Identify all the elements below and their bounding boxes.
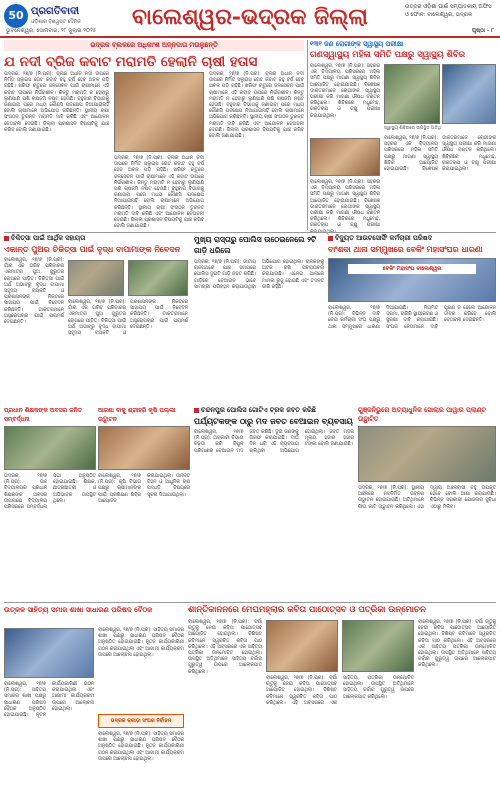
health-camp-caption: ସ୍ୱାସ୍ଥ୍ୟ ଶିବିରରେ ଉପସ୍ଥିତ ଅତିଥି [384,126,442,131]
lead-photo[interactable] [114,72,204,152]
masthead [0,0,500,38]
health-camp-body-2: ବାଲେଶ୍ୱର, ୨୭/୭ (ନି.ପ୍ର): ସହରର ଏକ ବିଦ୍ୟାଳୟ ପରିସରରେ ମହିଳା ସମିତି ପକ୍ଷରୁ ମାଗଣା ସ୍ୱାସ୍ଥ୍ୟ ଶିବିର ଆୟୋଜିତ ହୋଇଯାଇଛି। ବିଶେଷଜ୍ଞ ଡାକ୍ତରମାନେ ରୋଗୀଙ୍କ ସ୍ୱାସ୍ଥ୍ୟ ପରୀକ୍ଷା କରି ମାଗଣା ଔଷଧ ବଣ୍ଟନ କରିଥିଲେ। ଶିବିରରେ ମଧୁମେହ, ରକ୍ତଚାପ ଓ ଚକ୍ଷୁ ପରୀକ୍ଷା କରାଯାଇଥିଲା। [384,136,496,173]
medical-appeal-body: ବାଲେଶ୍ୱର, ୨୭/୭ (ନି.ପ୍ର): ଗାଁର ଏକ ଗରିବ ପରିବାରର ଏକମାତ୍ର ପୁଅ ଗୁରୁତର ରୋଗରେ ପୀଡ଼ିତ। ଚିକିତ୍ସା ପାଇଁ ଅର୍ଥ ଅଭାବରୁ ବୃଦ୍ଧ ବାପାମା ସହୃଦୟ ବ୍ୟକ୍ତି ଓ ପ୍ରଶାସନଙ୍କ ନିକଟରେ ସାହାଯ୍ୟ ପାଇଁ ନିବେଦନ କରିଛନ୍ତି। ଡାକ୍ତରମାନେ ଅସ୍ତ୍ରୋପଚାର ପାଇଁ ପରାମର୍ଶ ଦେଇଛନ୍ତି। [4,258,64,326]
police-story [194,234,324,404]
medical-appeal-kicker [4,234,190,243]
seizure-body: ବାଲେଶ୍ୱର, ୨୭/୭ (ନି.ପ୍ର): ଅବକାରୀ ବିଭାଗ ଚଢ଼ଉ କରି ବିପୁଳ ପରିମାଣର ବେଆଇନ ମଦ ଜବତ କରିଛି। ଦୁଇ ଜଣଙ୍କୁ ଗିରଫ କରାଯାଇଛି। ଦୀର୍ଘ ଦିନ ଧରି ଏହି ବ୍ୟବସାୟ ଚାଲିଥିବା ଅଭିଯୋଗ ହୋଇଥିଲା। ଜବତ ମଦର ମୂଲ୍ୟ ହଜାର ହଜାର ଟଙ୍କା ବୋଲି ଜଣାଯାଇଛି। [194,430,354,454]
literary-meeting-body-2: ବାଲେଶ୍ୱର, ୨୭/୭ (ନି.ପ୍ର): ସାହିତ୍ୟ ସମାଜର ଶାଖା ପକ୍ଷରୁ ସାଧାରଣ ପରିଷଦ ବୈଠକ ଅନୁଷ୍ଠିତ ହୋଇଯାଇଛି। ନୂତନ କାର୍ଯ୍ୟକାରିଣୀ ଗଠନ କରାଯାଇଥିଲା ଏବଂ ଆଗାମୀ କାର୍ଯ୍ୟକ୍ରମ ଉପରେ ଆଲୋଚନା ହୋଇଥିଲା। [4,682,94,719]
literary-meeting-body: ବାଲେଶ୍ୱର, ୨୭/୭ (ନି.ପ୍ର): ସାହିତ୍ୟ ସମାଜର ଶାଖା ପକ୍ଷରୁ ସାଧାରଣ ପରିଷଦ ବୈଠକ ଅନୁଷ୍ଠିତ ହୋଇଯାଇଛି। ନୂତନ କାର୍ଯ୍ୟକାରିଣୀ ଗଠନ କରାଯାଇଥିଲା ଏବଂ ଆଗାମୀ କାର୍ଯ୍ୟକ୍ରମ ଉପରେ ଆଲୋଚନା ହୋଇଥିଲା। [98,628,184,658]
literary-meeting-body-3: ବାଲେଶ୍ୱର, ୨୭/୭ (ନି.ପ୍ର): ସାହିତ୍ୟ ସମାଜର ଶାଖା ପକ୍ଷରୁ ସାଧାରଣ ପରିଷଦ ବୈଠକ ଅନୁଷ୍ଠିତ ହୋଇଯାଇଛି। ନୂତନ କାର୍ଯ୍ୟକାରିଣୀ ଗଠନ କରାଯାଇଥିଲା ଏବଂ ଆଗାମୀ କାର୍ଯ୍ୟକ୍ରମ ଉପରେ ଆଲୋଚନା ହୋଇଥିଲା। [98,732,184,762]
training-photo[interactable] [98,426,190,470]
poetry-festival-headline[interactable]: ଶାନ୍ତିକାନନରେ ମେଘମହ୍ଲାର କବିତା ପାଠୋତ୍ସବ ଓ ପତ୍ରିକା ଉନ୍ମୋଚନ [188,605,426,615]
retirement-headline[interactable]: ପ୍ରଧାନ ଶିକ୍ଷକଙ୍କ ଅବସର ଜନିତ ସମ୍ବର୍ଦ୍ଧନା [4,407,82,423]
literary-meeting-story [4,604,184,786]
bullet-icon [4,236,9,241]
medical-appeal-story [4,234,190,404]
retirement-photo[interactable] [4,426,96,470]
dharna-headline[interactable]: ବାଂଶଦା ଥାନା ସମ୍ମୁଖରେ ବେକିଂ ମହାସଂଘର ଧାରଣା [328,244,483,254]
inauguration-headline[interactable]: ଗୁଞ୍ଜନିଭୁରେ ଅତ୍ୟାଧୁନିକ ସୋଲାର ପାୱାର ପ୍ଲାଣ୍ଟ ଉଦ୍ଘାଟିତ [358,406,487,423]
police-body: ଭଦ୍ରକ, ୨୭/୭ (ନି.ପ୍ର): ଜାତୀୟ ରାଜପଥରେ ଯାଞ୍ଚ ସମୟରେ ପୋଲିସ ଦୁଇଟି ଗାଡ଼ି ଜବତ କରିଛି। ଗାଡ଼ିରେ ବେଆଇନ ଭାବେ ସାମଗ୍ରୀ ପରିବହନ କରାଯାଉଥିବା ଅଭିଯୋଗ ହୋଇଥିଲା। ଚାଳକଙ୍କୁ ଅଟକ ରଖି ପଚରାଉଚରା କରାଯାଉଛି। ଏନେଇ ଥାନାରେ ମାମଲା ରୁଜୁ ହୋଇଛି ଏବଂ ତଦନ୍ତ ଜାରି ରହିଛି। [194,260,324,290]
inauguration-body: ଭଦ୍ରକ, ୨୭/୭ (ନି.ପ୍ର): ସ୍ଥାନୀୟ ଅଞ୍ଚଳରେ ନବନିର୍ମିତ ଭବନର ଉଦ୍ଘାଟନ ହୋଇଯାଇଛି। ଅତିଥିମାନେ ଫିତା କାଟି ଉଦ୍ଘାଟନ କରିଥିଲେ। ଏହା ଦ୍ୱାରା ଅଞ୍ଚଳବାସୀ ବହୁ ଉପକୃତ ହେବେ ବୋଲି ଆଶା କରାଯାଉଛି। ବିଭିନ୍ନ ସରକାରୀ ଯୋଜନାର ସୁବିଧା ଏଠାରୁ ମିଳିବ। [358,486,496,510]
date-text: ଭୁବନେଶ୍ୱର, ସୋମବାର, ୨୮ ଜୁଲାଇ ୨୦୨୫ [6,28,97,34]
health-camp-photo-2[interactable] [442,64,496,124]
horizontal-divider [4,602,496,603]
lead-kicker: ଭଦ୍ରକ ବ୍ଲକରେ ଅଧିକାଂଶ ଅନ୍ନଦାତା ମଉଳୁଛନ୍ତି [4,40,304,51]
seizure-kicker [194,406,354,415]
lead-headline[interactable]: ଯ ନଦୀ ବ୍ରିଜ କବାଟ ମରାମତି ହେଲାନି ଚାଷୀ ହତାସ [4,54,258,70]
poetry-festival-body-3: ବାଲେଶ୍ୱର, ୨୭/୭ (ନି.ପ୍ର): ବର୍ଷା ଋତୁକୁ ନେଇ କବିତା ପାଠୋତ୍ସବ ଆୟୋଜିତ ହୋଇଥିଲା। ବିଶିଷ୍ଟ କବିମାନେ ସ୍ୱରଚିତ କବିତା ପାଠ କରିଥିଲେ। ଏହି ଅବସରରେ ଏକ ସାହିତ୍ୟ ପତ୍ରିକା ଉନ୍ମୋଚିତ ହୋଇଥିଲା। ଉପସ୍ଥିତ ଅତିଥିମାନେ ସାହିତ୍ୟ ଚର୍ଚ୍ଚାର ଗୁରୁତ୍ୱ ଉପରେ ଆଲୋକପାତ କରିଥିଲେ। [418,620,496,669]
health-camp-body-3: ବାଲେଶ୍ୱର, ୨୭/୭ (ନି.ପ୍ର): ସହରର ଏକ ବିଦ୍ୟାଳୟ ପରିସରରେ ମହିଳା ସମିତି ପକ୍ଷରୁ ମାଗଣା ସ୍ୱାସ୍ଥ୍ୟ ଶିବିର ଆୟୋଜିତ ହୋଇଯାଇଛି। ବିଶେଷଜ୍ଞ ଡାକ୍ତରମାନେ ରୋଗୀଙ୍କ ସ୍ୱାସ୍ଥ୍ୟ ପରୀକ୍ଷା କରି ମାଗଣା ଔଷଧ ବଣ୍ଟନ କରିଥିଲେ। ଶିବିରରେ ମଧୁମେହ, ରକ୍ତଚାପ ଓ ଚକ୍ଷୁ ପରୀକ୍ଷା [310,180,380,229]
poetry-festival-body-2: ବାଲେଶ୍ୱର, ୨୭/୭ (ନି.ପ୍ର): ବର୍ଷା ଋତୁକୁ ନେଇ କବିତା ପାଠୋତ୍ସବ ଆୟୋଜିତ ହୋଇଥିଲା। ବିଶିଷ୍ଟ କବିମାନେ ସ୍ୱରଚିତ କବିତା ପାଠ କରିଥିଲେ। ଏହି ଅବସରରେ ଏକ ସାହିତ୍ୟ ପତ୍ରିକା ଉନ୍ମୋଚିତ ହୋଇଥିଲା। ଉପସ୍ଥିତ ଅତିଥିମାନେ ସାହିତ୍ୟ ଚର୍ଚ୍ଚାର ଗୁରୁତ୍ୱ ଉପରେ ଆଲୋକପାତ କରିଥିଲେ। [266,676,414,706]
inauguration-photo[interactable] [358,426,496,482]
poetry-festival-story [188,604,496,786]
dateline [0,28,500,37]
medical-appeal-body-2: ବାଲେଶ୍ୱର, ୨୭/୭ (ନି.ପ୍ର): ଗାଁର ଏକ ଗରିବ ପରିବାରର ଏକମାତ୍ର ପୁଅ ଗୁରୁତର ରୋଗରେ ପୀଡ଼ିତ। ଚିକିତ୍ସା ପାଇଁ ଅର୍ଥ ଅଭାବରୁ ବୃଦ୍ଧ ବାପାମା ସହୃଦୟ ବ୍ୟକ୍ତି ଓ ପ୍ରଶାସନଙ୍କ ନିକଟରେ ସାହାଯ୍ୟ ପାଇଁ ନିବେଦନ କରିଛନ୍ତି। ଡାକ୍ତରମାନେ ଅସ୍ତ୍ରୋପଚାର ପାଇଁ ପରାମର୍ଶ ଦେଇଛନ୍ତି। [68,300,188,337]
retirement-story [4,406,96,600]
health-camp-headline[interactable]: ଗଣସ୍ୱାସ୍ଥ୍ୟ ମହିଳା ସମିତି ପକ୍ଷରୁ ସ୍ୱାସ୍ଥ୍ୟ ଶିବିର [310,50,466,60]
health-camp-photo-1[interactable] [384,64,440,124]
medical-appeal-kicker-text: ଚିକିତ୍ସା ପାଇଁ ଆର୍ଥିକ ସହାୟତା [11,234,86,242]
logo-name: ପ୍ରଗତିବାଦୀ [31,6,80,17]
column-divider [307,40,308,230]
edition-title: ବାଲେଶ୍ୱର-ଭଦ୍ରକ ଜିଲ୍ଲା [132,4,368,30]
training-body: ବାଲେଶ୍ୱର, ୨୭/୭ (ନି.ପ୍ର): କୃଷି ବିଭାଗ ପକ୍ଷରୁ ଚାଷୀମାନଙ୍କ ପାଇଁ ପ୍ରଶିକ୍ଷଣ ଶିବିର ଆୟୋଜନ କରାଯାଇଥିଲା। ଉନ୍ନତ ବିହନ ଓ ଆଧୁନିକ ଚାଷ ପଦ୍ଧତି ବିଷୟରେ ସୂଚନା ଦିଆଯାଇଥିଲା। [98,474,190,504]
dharna-body: ବାଲେଶ୍ୱର, ୨୭/୭ (ନି.ପ୍ର): ବିଭିନ୍ନ ଦାବି ନେଇ କର୍ମଚାରୀ ସଂଘ ପକ୍ଷରୁ ଥାନା ସମ୍ମୁଖରେ ଧାରଣା ଦିଆଯାଇଛି। ନିୟମିତ ଦରମା, ଚାକିରି ସ୍ଥାୟୀକରଣ ଓ ସୁରକ୍ଷା ଦାବି କରାଯାଇଛି। ସଂଘର ନେତାମାନେ ଦାବି ପୂରଣ ନ ହେଲେ ଆନ୍ଦୋଳନ ତୀବ୍ର କରିବେ ବୋଲି ଚେତାବନୀ ଦେଇଛନ୍ତି। [328,306,496,330]
police-headline[interactable]: ମୁଖ୍ୟ ରାସ୍ତାରୁ ପୋଲିସ ଉଠେଇନେଲେ ୨ଟି ଗାଡ଼ି ଧରିଲେ [194,235,317,255]
seizure-kicker-text: ଚନ୍ଦନପୁର ପୋଲିସ ଗୋଟିଏ ଟ୍ରକ ଜବତ କରିଛି [201,406,317,414]
logo-tagline: ଓଡ଼ିଶାର ବିଶ୍ୱସ୍ତ ଦୈନିକ [31,19,81,25]
horizontal-divider [4,232,496,233]
medical-appeal-headline[interactable]: ଏକାନ୍ତ ପୁଅର ଚିକିତ୍ସା ପାଇଁ ବୃଦ୍ଧ ବାପାମାଙ୍କ ନିବେଦନ [4,244,181,254]
training-headline[interactable]: ଆଜଣା ବାକୁ ଶ୍ରୀହରି କୃଷି ପଲ୍ଲୀ ଉଦ୍ଘାଟନ [98,407,176,423]
masthead-note: ଉତ୍ତର ଓଡ଼ିଶା ପାଇଁ ସମ୍ପାଦକୀୟ ଅଫିସ ଓ ଫୋନ: ବାଲେଶ୍ୱର, ଭଦ୍ରକ [405,4,492,18]
bullet-icon [328,236,333,241]
dharna-kicker-text: ବିଦ୍ୟୁତ ଆଉଟସୋର୍ସିଂ କର୍ମଚାରୀ ପରିଷଦ [335,234,433,242]
health-camp-story [310,40,496,230]
inauguration-story [358,406,496,600]
dharna-kicker [328,234,496,243]
lead-body-3: ଭଦ୍ରକ, ୨୭/୭ (ନି.ପ୍ର): ବ୍ଲକ ଅଧୀନ ନଦୀ ଉପରେ ନିର୍ମିତ ସ୍ଲୁଇସ ଗେଟ କବାଟ ବହୁ ବର୍ଷ ହେବ ଅଚଳ ପଡ଼ି ରହିଛି। ଖରିଫ ଋତୁରେ ଜଳସେଚନ ପାଇଁ ଚାଷୀମାନେ ଏହି କବାଟ ଉପରେ ନିର୍ଭରଶୀଳ। କିନ୍ତୁ ମରାମତି ନ ହେବାରୁ ଲୁଣିପାଣି ପଶି ଚାଷଜମି ନଷ୍ଟ ହେଉଛି। ବହୁବାର ବିଭାଗକୁ ଜଣାଇବା ପରେ ମଧ୍ୟ କୌଣସି ପଦକ୍ଷେପ ନିଆଯାଇନାହିଁ ବୋଲି ଚାଷୀମାନେ ଅଭିଯୋଗ କରିଛନ୍ତି। ସ୍ଥାନୀୟ ଚାଷୀ ସଂଗଠନ ତୁରନ୍ତ ମରାମତି ଦାବି କରିଛି ଏବଂ ଆନ୍ଦୋଳନ ଚେତାବନୀ ଦେଇଛି। ଜିଲ୍ଲା ପ୍ରଶାସନ ବିଷୟଟିକୁ ଯାଞ୍ଚ କରିବ ବୋଲି ଜଣାଯାଇଛି। [114,156,204,230]
lead-body-2: ଭଦ୍ରକ, ୨୭/୭ (ନି.ପ୍ର): ବ୍ଲକ ଅଧୀନ ନଦୀ ଉପରେ ନିର୍ମିତ ସ୍ଲୁଇସ ଗେଟ କବାଟ ବହୁ ବର୍ଷ ହେବ ଅଚଳ ପଡ଼ି ରହିଛି। ଖରିଫ ଋତୁରେ ଜଳସେଚନ ପାଇଁ ଚାଷୀମାନେ ଏହି କବାଟ ଉପରେ ନିର୍ଭରଶୀଳ। କିନ୍ତୁ ମରାମତି ନ ହେବାରୁ ଲୁଣିପାଣି ପଶି ଚାଷଜମି ନଷ୍ଟ ହେଉଛି। ବହୁବାର ବିଭାଗକୁ ଜଣାଇବା ପରେ ମଧ୍ୟ କୌଣସି ପଦକ୍ଷେପ ନିଆଯାଇନାହିଁ ବୋଲି ଚାଷୀମାନେ ଅଭିଯୋଗ କରିଛନ୍ତି। ସ୍ଥାନୀୟ ଚାଷୀ ସଂଗଠନ ତୁରନ୍ତ ମରାମତି ଦାବି କରିଛି ଏବଂ ଆନ୍ଦୋଳନ ଚେତାବନୀ ଦେଇଛି। ଜିଲ୍ଲା ପ୍ରଶାସନ ବିଷୟଟିକୁ ଯାଞ୍ଚ କରିବ ବୋଲି ଜଣାଯାଇଛି। [209,72,304,140]
literary-meeting-photo[interactable] [4,628,94,678]
training-story [98,406,190,600]
medical-appeal-photo-2[interactable] [128,260,188,296]
sports-election-box[interactable]: ଭଦ୍ରକ କ୍ରୀଡ଼ା ସଂଘର ନିର୍ବାଚନ [98,714,184,728]
logo-badge: 50 [4,4,28,28]
page-number: ପୃଷ୍ଠା - ୮ [471,28,494,34]
lead-story [4,40,304,230]
dharna-story [328,234,496,404]
lead-body: ଭଦ୍ରକ, ୨୭/୭ (ନି.ପ୍ର): ବ୍ଲକ ଅଧୀନ ନଦୀ ଉପରେ ନିର୍ମିତ ସ୍ଲୁଇସ ଗେଟ କବାଟ ବହୁ ବର୍ଷ ହେବ ଅଚଳ ପଡ଼ି ରହିଛି। ଖରିଫ ଋତୁରେ ଜଳସେଚନ ପାଇଁ ଚାଷୀମାନେ ଏହି କବାଟ ଉପରେ ନିର୍ଭରଶୀଳ। କିନ୍ତୁ ମରାମତି ନ ହେବାରୁ ଲୁଣିପାଣି ପଶି ଚାଷଜମି ନଷ୍ଟ ହେଉଛି। ବହୁବାର ବିଭାଗକୁ ଜଣାଇବା ପରେ ମଧ୍ୟ କୌଣସି ପଦକ୍ଷେପ ନିଆଯାଇନାହିଁ ବୋଲି ଚାଷୀମାନେ ଅଭିଯୋଗ କରିଛନ୍ତି। ସ୍ଥାନୀୟ ଚାଷୀ ସଂଗଠନ ତୁରନ୍ତ ମରାମତି ଦାବି କରିଛି ଏବଂ ଆନ୍ଦୋଳନ ଚେତାବନୀ ଦେଇଛି। ଜିଲ୍ଲା ପ୍ରଶାସନ ବିଷୟଟିକୁ ଯାଞ୍ଚ କରିବ ବୋଲି ଜଣାଯାଇଛି। [4,72,109,133]
literary-meeting-headline[interactable]: ଉତ୍କଳ ସାହିତ୍ୟ ସମାଜ ଶାଖା ସାଧାରଣ ପରିଷଦ ବୈଠକ [4,605,153,614]
poetry-festival-photo-2[interactable] [342,620,414,672]
health-camp-body: ବାଲେଶ୍ୱର, ୨୭/୭ (ନି.ପ୍ର): ସହରର ଏକ ବିଦ୍ୟାଳୟ ପରିସରରେ ମହିଳା ସମିତି ପକ୍ଷରୁ ମାଗଣା ସ୍ୱାସ୍ଥ୍ୟ ଶିବିର ଆୟୋଜିତ ହୋଇଯାଇଛି। ବିଶେଷଜ୍ଞ ଡାକ୍ତରମାନେ ରୋଗୀଙ୍କ ସ୍ୱାସ୍ଥ୍ୟ ପରୀକ୍ଷା କରି ମାଗଣା ଔଷଧ ବଣ୍ଟନ କରିଥିଲେ। ଶିବିରରେ ମଧୁମେହ, ରକ୍ତଚାପ ଓ ଚକ୍ଷୁ ପରୀକ୍ଷା କରାଯାଇଥିଲା। [310,64,380,119]
bullet-icon [194,408,199,413]
seizure-headline[interactable]: ପର୍ଯ୍ୟଟକଙ୍କ ଠାରୁ ମଦ ଜବତ ବେଆଇନ ବ୍ୟବସାୟ [194,416,353,426]
health-camp-photo-3[interactable] [310,138,380,176]
poetry-festival-body: ବାଲେଶ୍ୱର, ୨୭/୭ (ନି.ପ୍ର): ବର୍ଷା ଋତୁକୁ ନେଇ କବିତା ପାଠୋତ୍ସବ ଆୟୋଜିତ ହୋଇଥିଲା। ବିଶିଷ୍ଟ କବିମାନେ ସ୍ୱରଚିତ କବିତା ପାଠ କରିଥିଲେ। ଏହି ଅବସରରେ ଏକ ସାହିତ୍ୟ ପତ୍ରିକା ଉନ୍ମୋଚିତ ହୋଇଥିଲା। ଉପସ୍ଥିତ ଅତିଥିମାନେ ସାହିତ୍ୟ ଚର୍ଚ୍ଚାର ଗୁରୁତ୍ୱ ଉପରେ ଆଲୋକପାତ କରିଥିଲେ। [188,620,262,675]
medical-appeal-photo-1[interactable] [68,260,124,296]
poetry-festival-photo-1[interactable] [266,620,338,672]
dharna-banner: ବେକିଂ ମହାସଂଘ ବାଲେଶ୍ୱର [348,264,476,274]
retirement-body: ଭଦ୍ରକ, ୨୭/୭ (ନି.ପ୍ର): ଉଚ୍ଚ ବିଦ୍ୟାଳୟର ପ୍ରଧାନ ଶିକ୍ଷକଙ୍କ ଅବସର ଉପଲକ୍ଷେ ବିଦ୍ୟାଳୟ ପରିସରରେ ସମ୍ବର୍ଦ୍ଧନା ସଭା ଅନୁଷ୍ଠିତ ହୋଇଯାଇଛି। ଶିକ୍ଷକ, ଛାତ୍ରଛାତ୍ରୀ ଓ ଅଭିଭାବକ ଉପସ୍ଥିତ ଥିଲେ। [4,474,96,511]
newspaper-logo[interactable] [4,4,96,28]
seizure-story [194,406,354,600]
health-camp-kicker: ୧୩୧ ଜଣ ରୋଗୀଙ୍କ ସ୍ୱାସ୍ଥ୍ୟ ପରୀକ୍ଷା [310,40,404,48]
